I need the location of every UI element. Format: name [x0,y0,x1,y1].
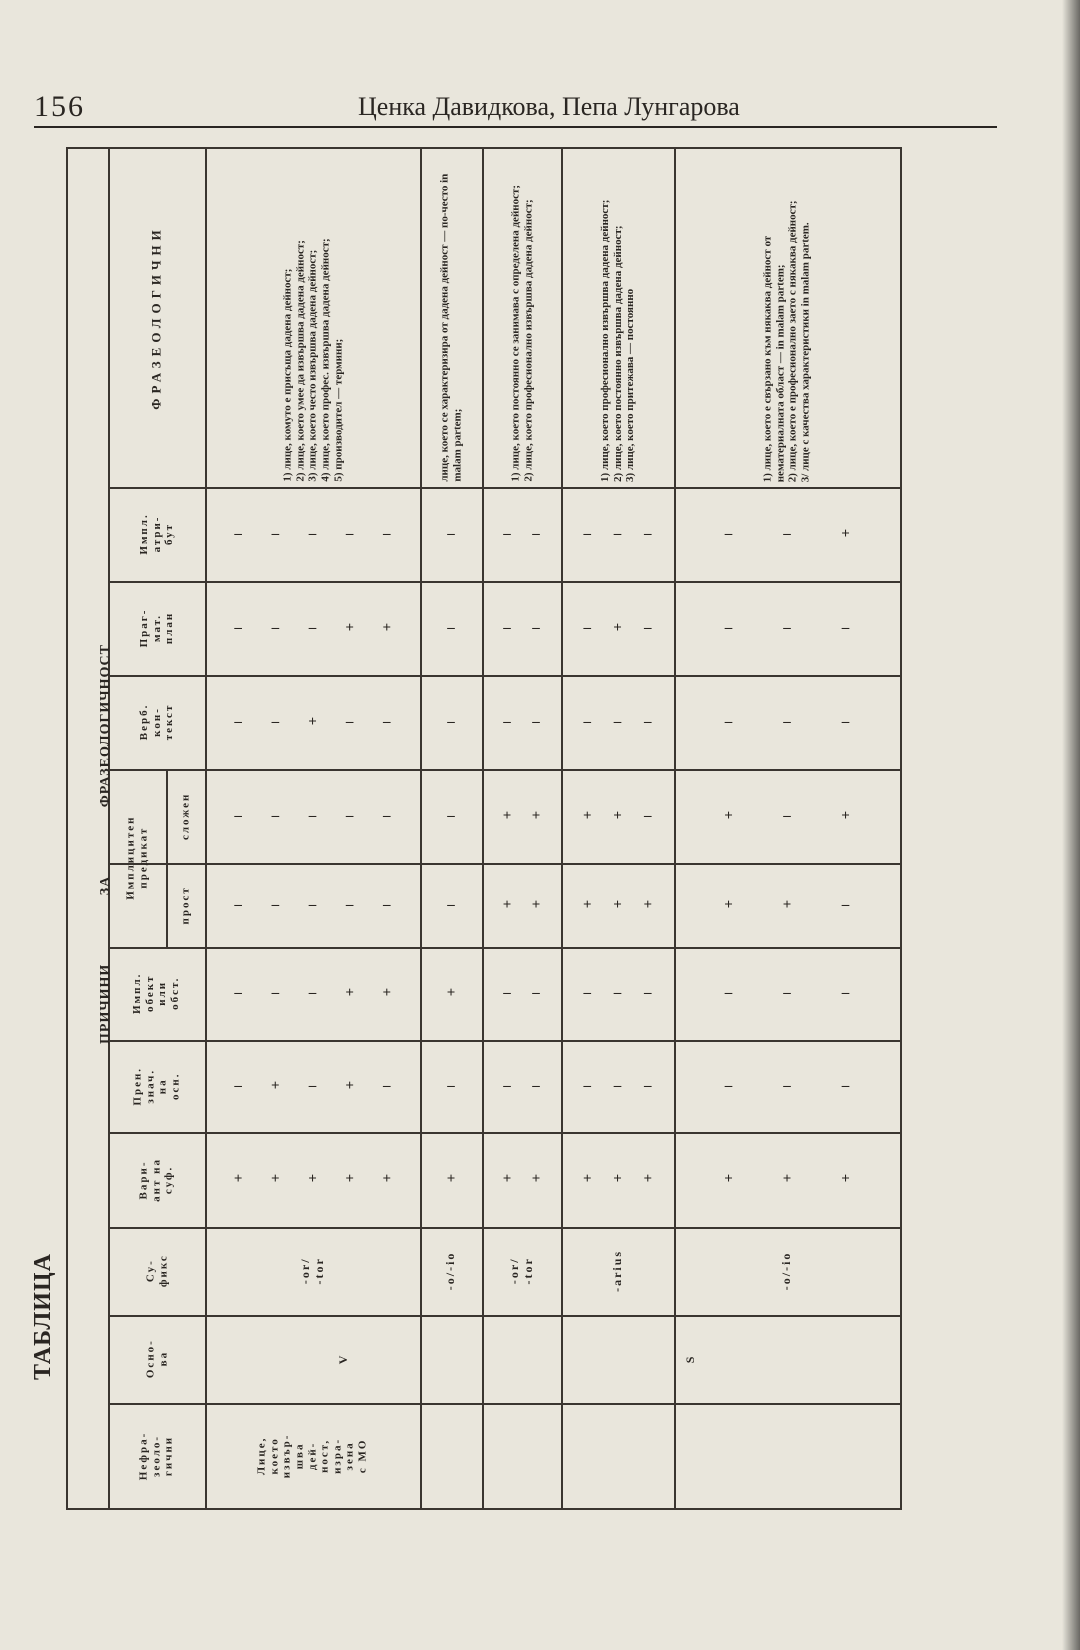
mark: + [446,985,456,1001]
phrase-descriptions-3-text: 1) лице, което постоянно се занимава с определена дейност; 2) лице, което професионално извършва дадена дейност; [508,185,534,482]
mark: – [583,713,591,730]
mark: – [783,807,791,824]
marks-variant-3 [482,1132,561,1227]
mark: – [613,985,622,1001]
header-predicate-complex-text: сложен [179,792,192,840]
mark: – [308,807,317,824]
mark: – [234,525,242,542]
mark: – [308,985,317,1001]
mark: – [583,985,591,1001]
header-verbal-context-text: Верб. кон- текст [137,703,175,741]
mark: + [724,896,733,913]
header-predicate-complex [166,769,205,863]
marks-meaning-shift-5 [674,1040,900,1132]
marks-implicit-attribute-1 [205,487,420,581]
marks-pragmatic-plan-5 [674,581,900,675]
marks-variant-1 [205,1132,420,1227]
header-meaning-shift [108,1040,205,1132]
mark: + [613,807,622,824]
mark: + [841,525,850,542]
mark: – [783,525,791,542]
mark: + [382,1171,392,1187]
mark: – [503,619,511,636]
caption-right: ФРАЗЕОЛОГИЧНОСТ [98,644,113,808]
phrase-descriptions-1-text: 1) лице, комуто е присъща дадена дейност; 2) лице, което умее да извършва дадена дейност; 3) лице, което често извършва дадена дейност; 4) лице, което профес. извършва дадена дейност; 5) производител — термини; [280,238,344,482]
phrase-descriptions-5 [674,147,900,487]
mark: – [308,896,317,913]
phrase-descriptions-4 [561,147,674,487]
mark: – [383,525,391,542]
mark: + [841,1171,850,1187]
marks-verbal-context-3 [482,675,561,769]
basis-s-text: S [683,1354,698,1364]
marks-pred-complex-2 [420,769,482,863]
mark: – [383,713,391,730]
mark: – [447,1077,455,1094]
mark: + [502,1171,512,1187]
suffix-s-3-text: -o/-io [779,1251,794,1291]
basis-s [482,1315,900,1403]
header-predicate-simple-text: прост [179,885,192,925]
mark: – [271,619,280,636]
header-predicate-simple [166,863,205,947]
header-suffix-text: Су- фикс [143,1254,169,1288]
nonphraseological-v [205,1403,420,1508]
mark: – [234,713,242,730]
mark: + [582,807,592,824]
basis-v-text: V [335,1353,350,1365]
marks-implicit-object-2 [420,947,482,1040]
header-rule [34,126,997,128]
marks-verbal-context-1 [205,675,420,769]
marks-implicit-object-3 [482,947,561,1040]
mark: – [644,713,652,730]
mark: – [308,525,317,542]
marks-meaning-shift-4 [561,1040,674,1132]
mark: – [783,713,791,730]
marks-pragmatic-plan-1 [205,581,420,675]
header-basis-text: Осно- ва [143,1339,169,1379]
header-implicit-object [108,947,205,1040]
table-title: ТАБЛИЦА [30,1253,56,1380]
mark: – [271,896,280,913]
marks-meaning-shift-2 [420,1040,482,1132]
mark: + [382,985,392,1001]
header-implicit-object-text: Импл. обект или обст. [131,972,182,1015]
suffix-s-1 [482,1227,561,1315]
mark: – [503,985,511,1001]
header-suffix [108,1227,205,1315]
mark: – [644,807,652,824]
mark: – [447,896,455,913]
mark: – [308,619,317,636]
header-implicit-predicate-text: Имплицитен предикат [124,815,149,901]
phrase-descriptions-3 [482,147,561,487]
mark: – [783,619,791,636]
suffix-s-3 [674,1227,900,1315]
marks-meaning-shift-1 [205,1040,420,1132]
mark: – [724,1077,733,1094]
mark: – [447,619,455,636]
mark: – [234,807,242,824]
mark: – [503,525,511,542]
mark: – [234,619,242,636]
mark: – [345,713,354,730]
caption-middle: ЗА [98,875,113,896]
mark: – [503,1077,511,1094]
marks-pred-simple-5 [674,863,900,947]
mark: – [345,896,354,913]
suffix-v-2-text: -o/-io [443,1251,458,1291]
suffix-s-2-text: -arius [609,1249,624,1292]
mark: + [308,1171,317,1187]
mark: + [582,896,592,913]
mark: + [782,896,792,913]
mark: + [308,713,317,730]
mark: – [532,619,540,636]
marks-pred-complex-4 [561,769,674,863]
mark: + [446,1171,456,1187]
mark: – [841,1077,850,1094]
marks-pred-complex-5 [674,769,900,863]
mark: – [783,1077,791,1094]
mark: + [345,1171,354,1187]
mark: – [532,1077,540,1094]
mark: – [447,713,455,730]
mark: – [271,985,280,1001]
marks-implicit-attribute-4 [561,487,674,581]
header-implicit-attribute [108,487,205,581]
phrase-descriptions-1 [205,147,420,487]
mark: + [502,896,512,913]
marks-implicit-attribute-5 [674,487,900,581]
mark: + [345,619,354,636]
mark: + [345,1077,354,1094]
mark: – [724,713,733,730]
mark: + [643,896,653,913]
mark: + [613,1171,622,1187]
header-nonphraseological-text: Нефра- зеоло- гични [137,1431,175,1480]
marks-variant-5 [674,1132,900,1227]
marks-implicit-object-5 [674,947,900,1040]
mark: + [531,1171,541,1187]
page-edge-shadow [1062,0,1080,1650]
mark: – [447,525,455,542]
mark: – [234,896,242,913]
phrase-descriptions-5-text: 1) лице, което е свързано към някаква дейност от нематериалната област — in malam partem; 2) лице, което е професионално заето с някаква дейност; 3/ лице с качества характеристики in malam partem. [761,200,812,482]
suffix-s-2 [561,1227,674,1315]
mark: + [643,1171,653,1187]
header-implicit-attribute-text: Импл. атри- бут [137,513,175,555]
mark: + [613,896,622,913]
table-border [900,147,902,1510]
mark: – [271,713,280,730]
mark: + [782,1171,792,1187]
marks-verbal-context-4 [561,675,674,769]
mark: – [583,525,591,542]
header-meaning-shift-text: Прен. знач. на осн. [131,1066,182,1106]
mark: – [724,985,733,1001]
mark: – [613,1077,622,1094]
mark: – [583,1077,591,1094]
mark: + [531,807,541,824]
mark: – [532,985,540,1001]
mark: – [532,525,540,542]
nonphraseological-v-text: Лице, което извър- шва дей- ност, изра- зена с МО [255,1433,369,1478]
mark: + [613,619,622,636]
mark: – [644,525,652,542]
table-border [66,147,68,1510]
mark: – [644,985,652,1001]
marks-pred-simple-3 [482,863,561,947]
header-verbal-context [108,675,205,769]
mark: – [583,619,591,636]
marks-variant-4 [561,1132,674,1227]
mark: + [582,1171,592,1187]
mark: – [841,896,850,913]
mark: + [724,1171,733,1187]
marks-verbal-context-2 [420,675,482,769]
mark: – [783,985,791,1001]
header-basis [108,1315,205,1403]
mark: + [233,1171,243,1187]
marks-pred-complex-3 [482,769,561,863]
page-header [34,90,997,128]
marks-implicit-attribute-3 [482,487,561,581]
running-title: Ценка Давидкова, Пепа Лунгарова [358,92,740,121]
mark: – [271,525,280,542]
mark: – [345,525,354,542]
mark: – [345,807,354,824]
basis-v [205,1315,482,1403]
mark: – [234,1077,242,1094]
mark: + [345,985,354,1001]
marks-pred-simple-4 [561,863,674,947]
marks-meaning-shift-3 [482,1040,561,1132]
marks-pragmatic-plan-4 [561,581,674,675]
marks-pragmatic-plan-3 [482,581,561,675]
header-suffix-variant [108,1132,205,1227]
marks-verbal-context-5 [674,675,900,769]
header-suffix-variant-text: Вари- ант на суф. [137,1157,175,1202]
header-nonphraseological [108,1403,205,1508]
header-phraseological [108,147,205,487]
phrase-descriptions-4-text: 1) лице, което професионално извършва дадена дейност; 2) лице, което постоянно извършва дадена дейност; 3) лице, което притежава — постоянно [598,199,636,482]
suffix-v-1-text: -or/ -tor [297,1257,326,1285]
mark: – [841,619,850,636]
mark: – [308,1077,317,1094]
suffix-v-2 [420,1227,482,1315]
mark: + [531,896,541,913]
mark: – [532,713,540,730]
marks-variant-2 [420,1132,482,1227]
marks-implicit-attribute-2 [420,487,482,581]
marks-pragmatic-plan-2 [420,581,482,675]
table-border [66,1508,902,1510]
mark: – [613,525,622,542]
mark: + [271,1171,280,1187]
mark: – [613,713,622,730]
marks-pred-simple-2 [420,863,482,947]
mark: – [271,807,280,824]
phrase-descriptions-2-text: лице, което се характеризира от дадена дейност — по-често in malam partem; [438,174,463,482]
page-number: 156 [34,90,85,123]
mark: + [502,807,512,824]
mark: – [383,1077,391,1094]
marks-implicit-object-1 [205,947,420,1040]
mark: – [383,807,391,824]
phrase-descriptions-2 [420,147,482,487]
suffix-v-1 [205,1227,420,1315]
mark: – [724,619,733,636]
mark: + [271,1077,280,1094]
mark: + [724,807,733,824]
caption-left: ПРИЧИНИ [98,963,113,1044]
header-pragmatic-plan [108,581,205,675]
header-phraseological-text: ФРАЗЕОЛОГИЧНИ [148,224,164,410]
mark: + [382,619,392,636]
mark: – [841,713,850,730]
marks-implicit-object-4 [561,947,674,1040]
mark: – [644,1077,652,1094]
header-implicit-predicate [108,769,166,947]
mark: – [447,807,455,824]
mark: – [644,619,652,636]
marks-pred-simple-1 [205,863,420,947]
mark: – [503,713,511,730]
mark: + [841,807,850,824]
suffix-s-1-text: -or/ -tor [506,1257,535,1285]
header-pragmatic-plan-text: Праг- мат. план [137,608,175,648]
mark: – [724,525,733,542]
mark: – [841,985,850,1001]
mark: – [383,896,391,913]
marks-pred-complex-1 [205,769,420,863]
mark: – [234,985,242,1001]
